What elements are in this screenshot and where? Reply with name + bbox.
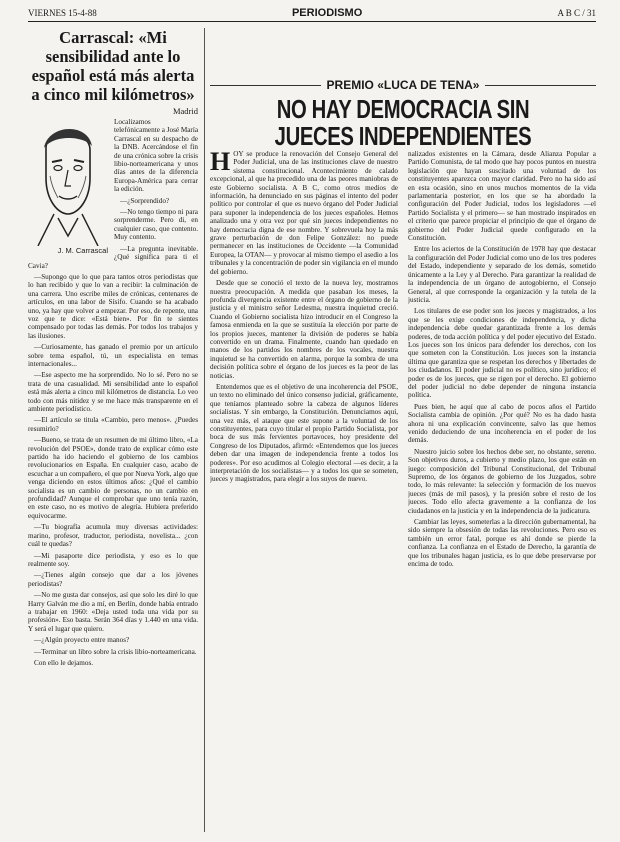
kicker-rule-left xyxy=(210,85,321,86)
left-paragraph: —Supongo que lo que para tantos otros periodistas que lo han recibido y que lo van a recibir: la culminación de una carrera. Uno escribe miles de crónicas, centenares de artículos, en una labor de Sísifo. Cuando se ha acabado uno, ya hay que volver a empezar. Por eso, de repente, una voz que te dice: «Está bien». Por fin te sientes compensado por todas las demás. Por todos los trabajos y las ilusiones. xyxy=(28,272,198,340)
column-divider xyxy=(204,28,205,832)
main-paragraph xyxy=(210,150,398,276)
portrait-sketch xyxy=(28,118,108,246)
page-header xyxy=(28,6,596,20)
main-paragraph: Entre los aciertos de la Constitución de 1978 hay que destacar la configuración del Poder Judicial como uno de los tres poderes del Estado, independiente y separado de los demás, sometido únicamente a la Ley y al Derecho. Para garantizar la realidad de la independencia de un órgano de autogobierno, el Consejo General, al que corresponde la organización y la tutela de la justicia. xyxy=(408,245,596,304)
left-paragraph: —¿Tienes algún consejo que dar a los jóvenes periodistas? xyxy=(28,571,198,588)
main-paragraph: Los titulares de ese poder son los jueces y magistrados, a los que se les exige condiciones de independencia, y dicha independencia debe quedar garantizada frente a los demás poderes, de toda acción política y del poder ejecutivo del Estado. Los jueces son los únicos para defender los derechos, con los que someten con la Constitución. Los jueces son la instancia última que garantiza que se respetan los derechos y libertades de los ciudadanos. El poder judicial no es político, sino jurídico; el poder es de los jueces, que se rigen por el derecho. El gobierno del poder judicial no debe depender de ninguna instancia política. xyxy=(408,307,596,400)
left-paragraph: —Terminar un libro sobre la crisis libio-norteamericana. xyxy=(34,647,197,656)
left-article xyxy=(28,28,198,832)
main-paragraph: Cambiar las leyes, someterlas a la dirección gubernamental, ha sido siempre la obsesión de todas las revoluciones. Pero eso es también un error fatal, porque es ahí donde se pierde la confianza. La confianza en el Estado de Derecho, la garantía de que los tribunales hagan justicia, es lo que debe preservarse por encima de todo. xyxy=(408,518,596,569)
main-paragraph: Desde que se conoció el texto de la nueva ley, mostramos nuestra preocupación. A medida que pasaban los meses, la profunda divergencia existente entre el órgano de gobierno de la justicia y el ministro señor Ledesma, nuestra inquietud creció. Cuando el Gobierno socialista hizo introducir en el Congreso la famosa enmienda en la que se sustituía la elección por parte de los propios jueces, mantener la división de poderes se había convertido en un drama. Finalmente, cuando han quedado en manos de los partidos los nombres de los vocales, nuestra inquietud se ha convertido en alarma, porque la sombra de una decisión política sobre el órgano de los jueces es la peor de las noticias. xyxy=(210,279,398,380)
left-paragraph: —No me gusta dar consejos, así que solo les diré lo que Harry Galván me dio a mí, en Berlín, donde había entrado a trabajar en 1960: «Deja usted toda una vida por su profesión». Eso basta. Serán 364 días y 1.440 en una vida. Y será el lugar que quiero. xyxy=(28,591,198,633)
main-headline: NO HAY DEMOCRACIA SIN JUECES INDEPENDIENTES xyxy=(274,94,532,151)
main-column-2 xyxy=(408,150,596,832)
portrait-drawing xyxy=(28,118,108,258)
portrait-caption: J. M. Carrascal xyxy=(57,246,108,255)
issue-date: VIERNES 15-4-88 xyxy=(28,8,97,18)
left-paragraph: —Bueno, se trata de un resumen de mi último libro, «La revolución del PSOE», donde trato de explicar cómo este partido ha ido haciendo el gobierno de los cambios revolucionarios en España. En cualquier caso, acabo de escuchar a un compañero, el que por Nueva York, algo que venga diciendo en estos últimos años: ¿Qué el cambio socialista es un cambio de personas, no un cambio en profundidad? Aunque el comprobar que uno tenía razón, en este caso, no es motivo de alegría. Hubiera preferido equivocarme. xyxy=(28,436,198,520)
left-paragraph: —¿Sorprendido? xyxy=(120,196,170,205)
left-paragraph: —No tengo tiempo ni para sorprenderme. Pero di, en cualquier caso, que contento. Muy contento. xyxy=(114,208,198,242)
left-paragraph: —La pregunta inevitable. ¿Qué significa para ti el Cavia? xyxy=(28,244,198,270)
main-column-1 xyxy=(210,150,398,832)
section-title: PERIODISMO xyxy=(291,7,363,19)
main-paragraph: Nuestro juicio sobre los hechos debe ser, no obstante, sereno. Son objetivos duros, a cubierto y medio plazo, los que están en juego: composición del Tribunal Constitucional, del Tribunal Supremo, de los órganos de gobierno de los Juzgados, sobre todo, lo más relevante: la selección y formación de los nuevos jueces (más de mil pasos), y la presión sobre el resto de los jueces. Todo ello afecta gravemente a la confianza de los ciudadanos en la justicia y en la independencia de la judicatura. xyxy=(408,447,596,515)
drop-cap: H xyxy=(210,150,231,176)
dateline: Madrid xyxy=(172,106,198,116)
kicker-text: PREMIO «LUCA DE TENA» xyxy=(326,78,480,92)
header-rule xyxy=(28,21,596,22)
main-paragraph: nalizados existentes en la Cámara, desde Alianza Popular a Partido Comunista, de tal modo que hay pocos puntos en nuestra legislación que hayan suscitado una voluntad de los constituyentes aparezca con mayor claridad. Pero no ha sido así en esta ocasión, sino en unos muchos momentos de la vida parlamentaria posterior, en los que se ha abordado la configuración del Poder Judicial, todos los legisladores —el Partido Socialista y el primero— se han mostrado inspirados en el criterio que parece propiciar el principio de que el órgano de gobierno del Poder Judicial quede configurado en la Constitución. xyxy=(408,150,596,243)
left-paragraph: —El artículo se titula «Cambio, pero menos». ¿Puedes resumirlo? xyxy=(28,416,198,433)
kicker-bar xyxy=(210,76,596,94)
left-paragraph: Con ello le dejamos. xyxy=(34,658,94,667)
left-paragraph: —Mi pasaporte dice periodista, y eso es lo que realmente soy. xyxy=(28,551,198,568)
main-paragraph: Entendemos que es el objetivo de una incoherencia del PSOE, un texto no eliminado del único consenso judicial, gráficamente, que teníamos planteado sobre la cabeza de algunos líderes socialistas. Y sin embargo, la Constitución. Denunciamos aquí, una vez más, el ataque que este supone a la voluntad de los constituyentes, para cuyo titular el propio Partido Socialista, por boca de sus más fervientes portavoces, hoy presidente del Congreso de los Diputados, afirmó: «Entendemos que los jueces deben dar una imagen de independencia frente a todos los poderes». Por eso acudimos al Colegio electoral —es decir, a la interpretación de los socialistas— y a todos los que se someten, jueces y magistrados, para elegir a los suyos de nuevo. xyxy=(210,382,398,484)
main-paragraph: Pues bien, he aquí que al cabo de pocos años el Partido Socialista cambia de opinión. ¿Por qué? No es ha dado hasta ahora ni una explicación convincente, salvo las que hemos venido deduciendo de una incoherencia en el poder de los demás. xyxy=(408,402,596,445)
main-article-body xyxy=(210,150,596,832)
left-paragraph: —Ese aspecto me ha sorprendido. No lo sé. Pero no se trata de una casualidad. Mi sensibilidad ante lo español está más alerta a cinco mil kilómetros de distancia. Lo veo todo con más nitidez y se me hace más transparente en el ambiente periodístico. xyxy=(28,371,198,413)
kicker-rule-right xyxy=(485,85,596,86)
left-paragraph: Localizamos telefónicamente a José María Carrascal en su despacho de la DNB. Acercándose el fin de una crónica sobre la crisis libio-norteamericana y unos días antes de la diferencia Europa-América para cerrar la edición. xyxy=(114,118,198,194)
left-paragraph: —Curiosamente, has ganado el premio por un artículo sobre tema español, tú, un especialista en temas internacionales... xyxy=(28,343,198,368)
page-number: A B C / 31 xyxy=(557,8,596,18)
left-paragraph: —Tu biografía acumula muy diversas actividades: marino, profesor, traductor, periodista, novelista... ¿con cuál te quedas? xyxy=(28,523,198,549)
main-paragraph-text: OY se produce la renovación del Consejo General del Poder Judicial, una de las instituciones clave de nuestro sistema constitucional. Acontecimiento de calado excepcional, al que ha precedido una de las peores maniobras de este Gobierno socialista. A B C, como otros medios de información, ha denunciado en sus páginas el intento del poder político por controlar el que es nuevo órgano del Poder Judicial para suponer la independencia de los jueces españoles. Hemos analizado una y otra vez por qué sin jueces independientes no hay democracia digna de ese nombre. Y sobrevuela hoy la más grave perturbación de don Felipe González: no puede permanecer en las instituciones de Occidente —la Comunidad Europea, la OTAN— y provocar al mismo tiempo el asedio a los tribunales y la concentración de poder sin vigilancia en el mundo del gobierno. xyxy=(210,150,398,276)
left-paragraph: —¿Algún proyecto entre manos? xyxy=(34,636,130,645)
left-headline: Carrascal: «Mi sensibilidad ante lo español está más alerta a cinco mil kilómetros» xyxy=(31,28,195,104)
